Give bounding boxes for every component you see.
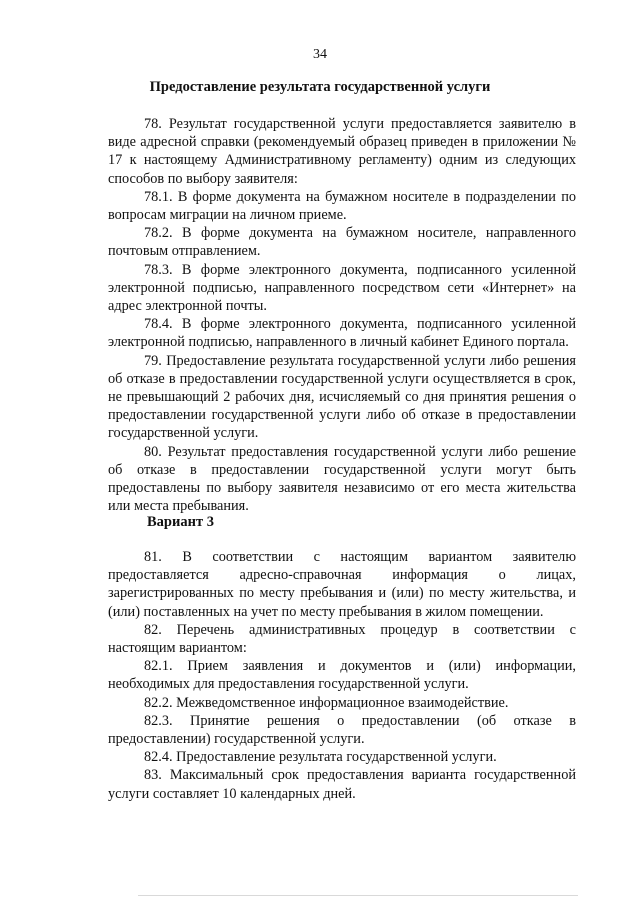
paragraph-83: 83. Максимальный срок предоставления варианта государственной услуги составляет 10 календарных дней.	[108, 767, 576, 802]
paragraph-78-3: 78.3. В форме электронного документа, подписанного усиленной электронной подписью, направленного посредством сети «Интернет» на адрес электронной почты.	[108, 261, 576, 315]
paragraph-79: 79. Предоставление результата государственной услуги либо решения об отказе в предоставлении государственной услуги осуществляется в срок, не превышающий 2 рабочих дня, исчисляемый со дня принятия решения о предоставлении государственной услуги либо об отказе в предоставлении государственной услуги.	[108, 352, 576, 442]
section-variant-body	[108, 548, 576, 803]
variant-heading: Вариант 3	[147, 514, 214, 530]
paragraph-78: 78. Результат государственной услуги предоставляется заявителю в виде адресной справки (рекомендуемый образец приведен в приложении № 17 к настоящему Административному регламенту) одним из следующих способов по выбору заявителя:	[108, 116, 576, 187]
paragraph-82-1: 82.1. Прием заявления и документов и (или) информации, необходимых для предоставления государственной услуги.	[108, 658, 576, 693]
paragraph-82-3: 82.3. Принятие решения о предоставлении (об отказе в предоставлении) государственной услуги.	[108, 712, 576, 748]
paragraph-78-4: 78.4. В форме электронного документа, подписанного усиленной электронной подписью, направленного в личный кабинет Единого портала.	[108, 316, 576, 351]
paragraph-81: 81. В соответствии с настоящим вариантом заявителю предоставляется адресно-справочная информация о лицах, зарегистрированных по месту пребывания и (или) по месту жительства, и (или) поставленных на учет по месту пребывания в жилом помещении.	[108, 549, 576, 620]
paragraph-82: 82. Перечень административных процедур в соответствии с настоящим вариантом:	[108, 621, 576, 657]
section-result-body	[108, 115, 576, 515]
paragraph-82-4: 82.4. Предоставление результата государственной услуги.	[144, 749, 497, 766]
page-number: 34	[313, 47, 327, 62]
paragraph-78-1: 78.1. В форме документа на бумажном носителе в подразделении по вопросам миграции на личном приеме.	[108, 188, 576, 224]
scan-edge-line	[138, 895, 578, 896]
paragraph-78-2: 78.2. В форме документа на бумажном носителе, направленного почтовым отправлением.	[108, 225, 576, 260]
paragraph-82-2: 82.2. Межведомственное информационное взаимодействие.	[144, 694, 509, 711]
section-heading: Предоставление результата государственной услуги	[149, 79, 491, 95]
paragraph-80: 80. Результат предоставления государственной услуги либо решение об отказе в предоставлении государственной услуги могут быть предоставлены по выбору заявителя независимо от его места жительства или места пребывания.	[108, 443, 576, 515]
